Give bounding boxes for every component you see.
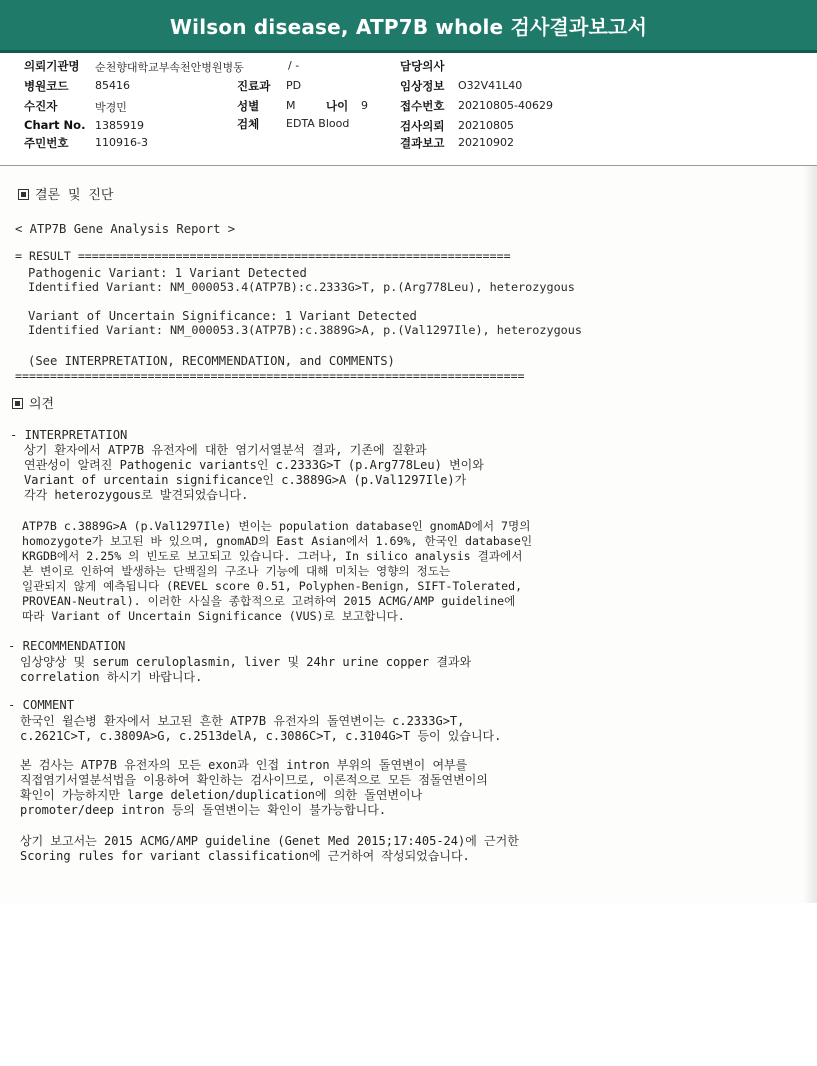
section-square-icon: [12, 398, 23, 409]
comment-heading: - COMMENT: [8, 698, 75, 712]
interpretation-line: KRGDB에서 2.25% 의 빈도로 보고되고 있습니다. 그러나, In silico analysis 결과에서: [22, 549, 523, 563]
report-title-bar: [0, 0, 817, 53]
interpretation-heading: - INTERPRETATION: [10, 428, 128, 442]
institution-label: 의뢰기관명: [24, 59, 80, 73]
interpretation-line: homozygote가 보고된 바 있으며, gnomAD의 East Asian에서 1.69%, 한국인 database인: [22, 534, 533, 548]
recommendation-heading: - RECOMMENDATION: [8, 639, 126, 653]
report-subtitle: < ATP7B Gene Analysis Report >: [15, 222, 236, 236]
dept-value: PD: [286, 79, 302, 92]
age-label: 나이: [326, 99, 349, 113]
interpretation-line: 연관성이 알려진 Pathogenic variants인 c.2333G>T (p.Arg778Leu) 변이와: [24, 458, 484, 472]
comment-line: 확인이 가능하지만 large deletion/duplication에 의한 돌연변이나: [20, 788, 423, 802]
opinion-heading: [12, 398, 54, 412]
dept-label: 진료과: [237, 79, 271, 93]
recommendation-line: correlation 하시기 바랍니다.: [20, 670, 203, 684]
comment-line: c.2621C>T, c.3809A>G, c.2513delA, c.3086C>T, c.3104G>T 등이 있습니다.: [20, 729, 502, 743]
report-title: Wilson disease, ATP7B whole 검사결과보고서: [169, 15, 648, 39]
ward-value: / -: [288, 59, 300, 72]
report-date-value: 20210902: [458, 136, 514, 149]
interpretation-line: 일관되지 않게 예측됩니다 (REVEL score 0.51, Polyphen-Benign, SIFT-Tolerated,: [22, 579, 523, 593]
interpretation-line: 본 변이로 인하여 발생하는 단백질의 구조나 기능에 대해 미치는 영향의 정도는: [22, 564, 451, 578]
conclusion-heading-text: 결론 및 진단: [35, 188, 114, 203]
comment-line: 직접염기서열분석법을 이용하여 확인하는 검사이므로, 이론적으로 모든 점돌연변이의: [20, 773, 488, 787]
age-value: 9: [361, 99, 368, 112]
recommendation-line: 임상양상 및 serum ceruloplasmin, liver 및 24hr urine copper 결과와: [20, 655, 472, 669]
comment-line: promoter/deep intron 등의 돌연변이는 확인이 불가능합니다.: [20, 803, 387, 817]
scan-edge-shadow: [803, 166, 817, 903]
patient-info-panel: [0, 53, 817, 166]
doctor-label: 담당의사: [400, 59, 445, 73]
reception-label: 접수번호: [400, 99, 445, 113]
result-header: = RESULT ==============================================================: [15, 249, 511, 263]
see-note: (See INTERPRETATION, RECOMMENDATION, and COMMENTS): [28, 354, 395, 368]
pathogenic-count: Pathogenic Variant: 1 Variant Detected: [28, 266, 307, 280]
interpretation-line: 따라 Variant of Uncertain Significance (VUS)로 보고합니다.: [22, 609, 405, 623]
interpretation-line: 상기 환자에서 ATP7B 유전자에 대한 염기서열분석 결과, 기존에 질환과: [24, 443, 427, 457]
margin-stamp: [0, 926, 10, 1066]
specimen-label: 검체: [237, 117, 260, 131]
clinical-info-value: O32V41L40: [458, 79, 523, 92]
sex-label: 성별: [237, 99, 260, 113]
hospital-code-value: 85416: [95, 79, 130, 92]
interpretation-line: PROVEAN-Neutral). 이러한 사실을 종합적으로 고려하여 2015 ACMG/AMP guideline에: [22, 594, 516, 608]
comment-line: Scoring rules for variant classification에 근거하여 작성되었습니다.: [20, 849, 470, 863]
clinical-info-label: 임상정보: [400, 79, 445, 93]
comment-line: 상기 보고서는 2015 ACMG/AMP guideline (Genet Med 2015;17:405-24)에 근거한: [20, 834, 519, 848]
comment-line: 본 검사는 ATP7B 유전자의 모든 exon과 인접 intron 부위의 돌연변이 여부를: [20, 758, 468, 772]
sex-value: M: [286, 99, 296, 112]
interpretation-line: Variant of urcentain significance인 c.3889G>A (p.Val1297Ile)가: [24, 473, 467, 487]
vus-count: Variant of Uncertain Significance: 1 Variant Detected: [28, 309, 417, 323]
patient-value: 박경민: [95, 101, 127, 114]
opinion-heading-text: 의견: [29, 397, 55, 412]
institution-value: 순천향대학교부속천안병원병동: [95, 61, 244, 74]
specimen-value: EDTA Blood: [286, 117, 350, 130]
reception-value: 20210805-40629: [458, 99, 553, 112]
resident-id-value: 110916-3: [95, 136, 148, 149]
comment-line: 한국인 윌슨병 환자에서 보고된 흔한 ATP7B 유전자의 돌연변이는 c.2333G>T,: [20, 714, 465, 728]
pathogenic-variant: Identified Variant: NM_000053.4(ATP7B):c.2333G>T, p.(Arg778Leu), heterozygous: [28, 280, 575, 294]
patient-label: 수진자: [24, 99, 58, 113]
chart-no-value: 1385919: [95, 119, 144, 132]
interpretation-line: ATP7B c.3889G>A (p.Val1297Ile) 변이는 population database인 gnomAD에서 7명의: [22, 519, 531, 533]
section-square-icon: [18, 189, 29, 200]
vus-variant: Identified Variant: NM_000053.3(ATP7B):c.3889G>A, p.(Val1297Ile), heterozygous: [28, 323, 582, 337]
scanned-report: [0, 166, 817, 903]
request-label: 검사의뢰: [400, 119, 445, 133]
request-value: 20210805: [458, 119, 514, 132]
resident-id-label: 주민번호: [24, 136, 69, 150]
hospital-code-label: 병원코드: [24, 79, 69, 93]
report-date-label: 결과보고: [400, 136, 445, 150]
chart-no-label: Chart No.: [24, 118, 86, 132]
result-footer: =========================================================================: [15, 369, 525, 383]
conclusion-heading: [18, 189, 113, 203]
interpretation-line: 각각 heterozygous로 발견되었습니다.: [24, 488, 249, 502]
